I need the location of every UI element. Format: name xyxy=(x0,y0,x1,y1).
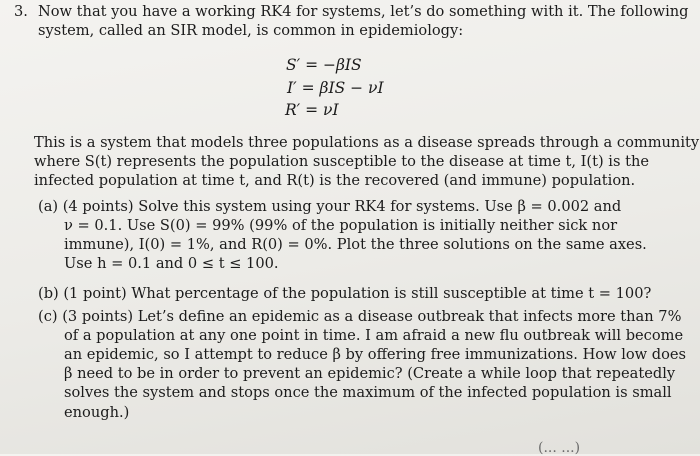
intro-line-1: Now that you have a working RK4 for systems, let’s do something with it. The following xyxy=(38,3,689,20)
part-a-line-4: Use h = 0.1 and 0 ≤ t ≤ 100. xyxy=(64,255,279,272)
description-line-3: infected population at time t, and R(t) is the recovered (and immune) population. xyxy=(34,172,636,189)
part-c-line-1: (c) (3 points) Let’s define an epidemic as a disease outbreak that infects more than 7% xyxy=(38,308,682,325)
description-line-1: This is a system that models three populations as a disease spreads through a community xyxy=(34,134,700,151)
part-a-line-1: (a) (4 points) Solve this system using your RK4 for systems. Use β = 0.002 and xyxy=(38,198,622,215)
part-b-line-1: (b) (1 point) What percentage of the population is still susceptible at time t = 100? xyxy=(38,285,652,302)
part-c-line-2: of a population at any one point in time. I am afraid a new flu outbreak will become xyxy=(64,327,684,344)
equation-i: I′ = βIS − νI xyxy=(287,79,384,97)
part-c-line-5: solves the system and stops once the maximum of the infected population is small xyxy=(64,384,672,401)
part-a-line-2: ν = 0.1. Use S(0) = 99% (99% of the population is initially neither sick nor xyxy=(64,217,618,234)
problem-number: 3. xyxy=(14,3,28,20)
equation-r: R′ = νI xyxy=(285,101,339,119)
part-a-line-3: immune), I(0) = 1%, and R(0) = 0%. Plot the three solutions on the same axes. xyxy=(64,236,647,253)
equation-s: S′ = −βIS xyxy=(286,56,362,74)
intro-line-2: system, called an SIR model, is common in epidemiology: xyxy=(38,22,464,39)
description-line-2: where S(t) represents the population susceptible to the disease at time t, I(t) is the xyxy=(34,153,650,170)
part-c-line-4: β need to be in order to prevent an epidemic? (Create a while loop that repeatedly xyxy=(64,365,676,382)
cutoff-text: (... ...) xyxy=(538,440,581,456)
part-c-line-6: enough.) xyxy=(64,404,130,421)
part-c-line-3: an epidemic, so I attempt to reduce β by offering free immunizations. How low does xyxy=(64,346,687,363)
